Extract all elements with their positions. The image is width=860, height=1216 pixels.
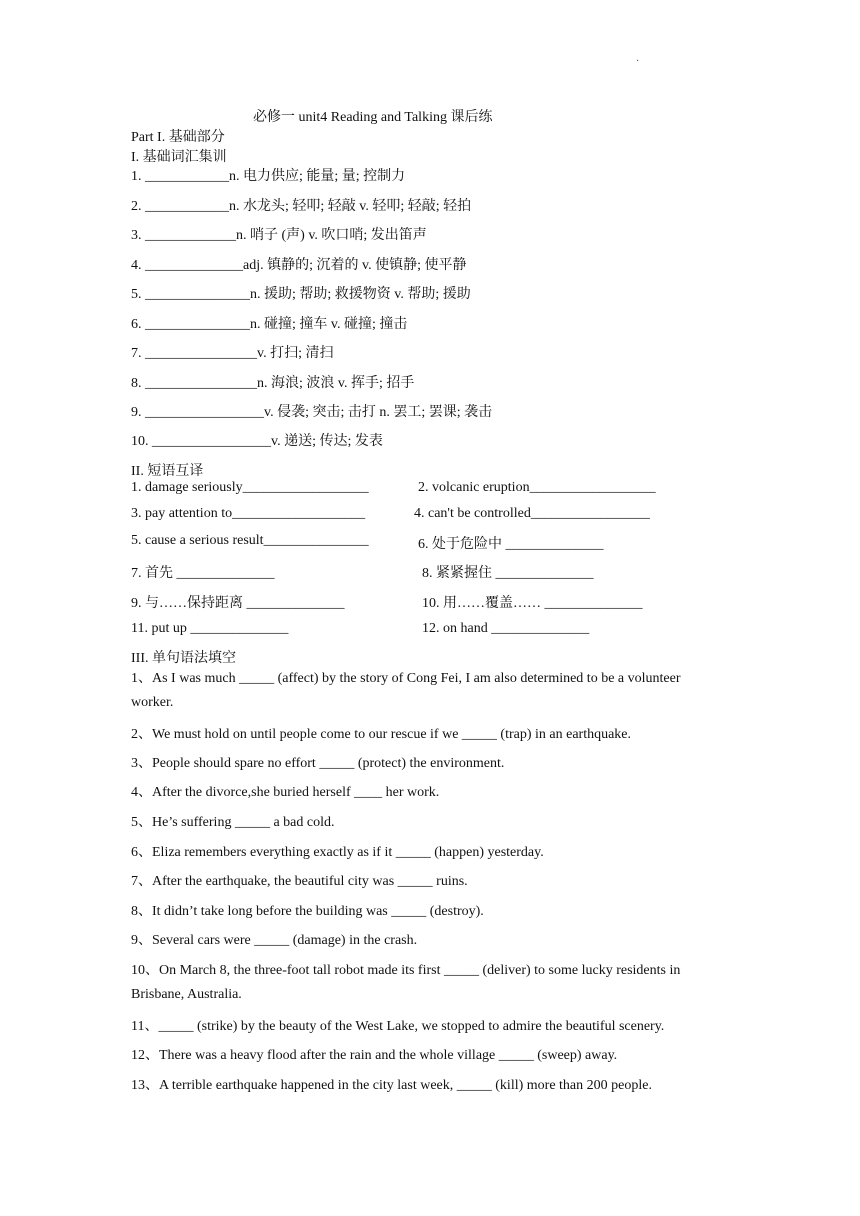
vocab-item: 9. _________________v. 侵袭; 突击; 击打 n. 罢工; 罢课; 袭击 bbox=[131, 405, 493, 420]
grammar-item-continuation: worker. bbox=[131, 695, 174, 710]
phrase-item: 9. 与……保持距离 ______________ bbox=[131, 596, 345, 611]
phrase-item: 12. on hand ______________ bbox=[422, 621, 590, 636]
page-dot: · bbox=[636, 56, 640, 67]
phrase-item: 4. can't be controlled_________________ bbox=[414, 506, 650, 521]
vocab-item: 7. ________________v. 打扫; 清扫 bbox=[131, 346, 334, 361]
phrase-item: 5. cause a serious result_______________ bbox=[131, 533, 369, 548]
phrase-item: 1. damage seriously__________________ bbox=[131, 480, 369, 495]
phrase-item: 2. volcanic eruption__________________ bbox=[418, 480, 656, 495]
grammar-item: 4、After the divorce,she buried herself ____ her work. bbox=[131, 785, 440, 800]
vocab-item: 6. _______________n. 碰撞; 撞车 v. 碰撞; 撞击 bbox=[131, 317, 408, 332]
grammar-item: 9、Several cars were _____ (damage) in the crash. bbox=[131, 933, 418, 948]
grammar-item: 13、A terrible earthquake happened in the city last week, _____ (kill) more than 200 people. bbox=[131, 1078, 652, 1093]
grammar-item: 10、On March 8, the three-foot tall robot made its first _____ (deliver) to some lucky residents in bbox=[131, 963, 681, 978]
grammar-item: 11、_____ (strike) by the beauty of the West Lake, we stopped to admire the beautiful scenery. bbox=[131, 1019, 665, 1034]
phrase-item: 6. 处于危险中 ______________ bbox=[418, 537, 604, 552]
grammar-item: 12、There was a heavy flood after the rain and the whole village _____ (sweep) away. bbox=[131, 1048, 618, 1063]
vocab-item: 5. _______________n. 援助; 帮助; 救援物资 v. 帮助; 援助 bbox=[131, 287, 471, 302]
section1-heading: I. 基础词汇集训 bbox=[131, 150, 227, 165]
grammar-item: 2、We must hold on until people come to our rescue if we _____ (trap) in an earthquake. bbox=[131, 727, 632, 742]
document-title: 必修一 unit4 Reading and Talking 课后练 bbox=[253, 110, 493, 125]
vocab-item: 1. ____________n. 电力供应; 能量; 量; 控制力 bbox=[131, 169, 406, 184]
section2-heading: II. 短语互译 bbox=[131, 464, 204, 479]
phrase-item: 10. 用……覆盖…… ______________ bbox=[422, 596, 643, 611]
phrase-item: 7. 首先 ______________ bbox=[131, 566, 275, 581]
grammar-item: 8、It didn’t take long before the building was _____ (destroy). bbox=[131, 904, 484, 919]
phrase-item: 8. 紧紧握住 ______________ bbox=[422, 566, 594, 581]
grammar-item: 7、After the earthquake, the beautiful city was _____ ruins. bbox=[131, 874, 468, 889]
vocab-item: 4. ______________adj. 镇静的; 沉着的 v. 使镇静; 使平静 bbox=[131, 258, 467, 273]
part1-heading: Part I. 基础部分 bbox=[131, 130, 225, 145]
phrase-item: 11. put up ______________ bbox=[131, 621, 289, 636]
grammar-item-continuation: Brisbane, Australia. bbox=[131, 987, 242, 1002]
vocab-item: 3. _____________n. 哨子 (声) v. 吹口哨; 发出笛声 bbox=[131, 228, 427, 243]
grammar-item: 3、People should spare no effort _____ (protect) the environment. bbox=[131, 756, 505, 771]
grammar-item: 6、Eliza remembers everything exactly as if it _____ (happen) yesterday. bbox=[131, 845, 544, 860]
grammar-item: 1、As I was much _____ (affect) by the story of Cong Fei, I am also determined to be a volunteer bbox=[131, 671, 681, 686]
phrase-item: 3. pay attention to___________________ bbox=[131, 506, 366, 521]
vocab-item: 8. ________________n. 海浪; 波浪 v. 挥手; 招手 bbox=[131, 376, 415, 391]
vocab-item: 10. _________________v. 递送; 传达; 发表 bbox=[131, 434, 383, 449]
grammar-item: 5、He’s suffering _____ a bad cold. bbox=[131, 815, 335, 830]
section3-heading: III. 单句语法填空 bbox=[131, 651, 236, 666]
vocab-item: 2. ____________n. 水龙头; 轻叩; 轻敲 v. 轻叩; 轻敲; 轻拍 bbox=[131, 199, 472, 214]
